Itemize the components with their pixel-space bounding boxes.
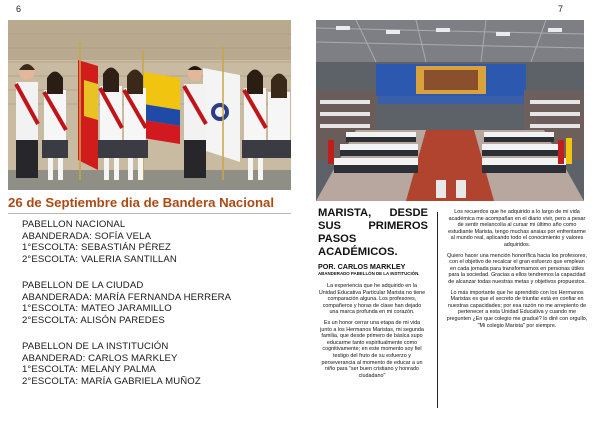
article-paragraph: Es un honor cerrar una etapa de mi vida junto a los Hermanos Maristas, mi segunda familia, que desde primero de básica supo educarme tanto espiritualmente como cognitivamente; en este momento soy fiel testigo del fruto de su esfuerzo y perseverancia al momento de educar a un niño para "ser buen cristiano y honrado ciudadano" — [320, 319, 424, 379]
page-headline: 26 de Septiembre dia de Bandera Nacional — [8, 195, 275, 210]
column-divider — [437, 212, 438, 408]
roster-group-institution — [22, 341, 201, 387]
roster-line: 1°ESCOLTA: MATEO JARAMILLO — [22, 303, 172, 315]
roster-line: ABANDERADA: SOFÍA VELA — [22, 230, 152, 242]
page-number-left: 6 — [16, 4, 22, 14]
roster-line: 2°ESCOLTA: ALISÓN PAREDES — [22, 314, 165, 326]
roster-group-national — [22, 219, 177, 265]
article-paragraph: Los recuerdos que he adquirido a lo largo de mi vida académica me acompañan en el diario vivir, pero a pesar de sentir melancolía al cursar mi último año como estudiante Marista, tengo muchas ansias por enfrentarme al mundo real, aplicando todo el conocimiento y valores adquiridos. — [448, 209, 586, 248]
flag-bearers-photo — [8, 20, 291, 190]
roster-line: ABANDERADA: MARÍA FERNANDA HERRERA — [22, 291, 232, 303]
roster-line: ABANDERAD: CARLOS MARKLEY — [22, 352, 178, 364]
headline-rule — [8, 213, 291, 214]
roster-line: 2°ESCOLTA: MARÍA GABRIELA MUÑOZ — [22, 375, 201, 387]
roster-line: PABELLON NACIONAL — [22, 219, 126, 230]
roster-line: 1°ESCOLTA: MELANY PALMA — [22, 364, 156, 376]
article-paragraph: La experiencia que he adquirido en la Unidad Educativa Particular Marista no tiene comparación alguna. Los profesores, compañeros y horas de clase han dejado una marca profunda en mi corazón. — [318, 283, 426, 316]
article-author-role: ABANDERADO PABELLÓN DE LA INSTITUCIÓN. — [318, 271, 420, 276]
article-paragraph: Lo más importante que he aprendido con los Hermanos Maristas es que el secreto de triunfar está en confiar en nuestras capacidades; por esa razón no me arrepiento de pertenecer a esta Unidad Educativa y cuando me pregunten ¿En que colegio me gradué? lo diré con orgullo, "Mi colegio Marista" por siempre. — [446, 289, 588, 329]
roster-group-city — [22, 280, 231, 326]
article-column-left — [318, 283, 426, 383]
article-paragraph: Quiero hacer una mención honorífica hacia los profesores, con el objetivo de recalcar el gran esfuerzo que emplean en cada jornada para transformarnos en personas útiles para la sociedad. Gracias a ellos tendremos la capacidad de alcanzar todas nuestras metas y objetivos propuestos. — [447, 252, 587, 285]
ceremony-gym-photo — [316, 20, 584, 201]
article-column-right — [446, 209, 588, 333]
roster-line: 1°ESCOLTA: SEBASTIÁN PÉREZ — [22, 242, 171, 254]
article-author: POR. CARLOS MARKLEY — [318, 262, 406, 271]
roster-line: 2°ESCOLTA: VALERIA SANTILLAN — [22, 253, 177, 265]
article-title: MARISTA, DESDE SUS PRIMEROS PASOS ACADÉMICOS. — [318, 207, 428, 258]
roster-line: PABELLON DE LA INSTITUCIÓN — [22, 341, 169, 352]
page-number-right: 7 — [558, 4, 564, 14]
roster-line: PABELLON DE LA CIUDAD — [22, 280, 144, 291]
